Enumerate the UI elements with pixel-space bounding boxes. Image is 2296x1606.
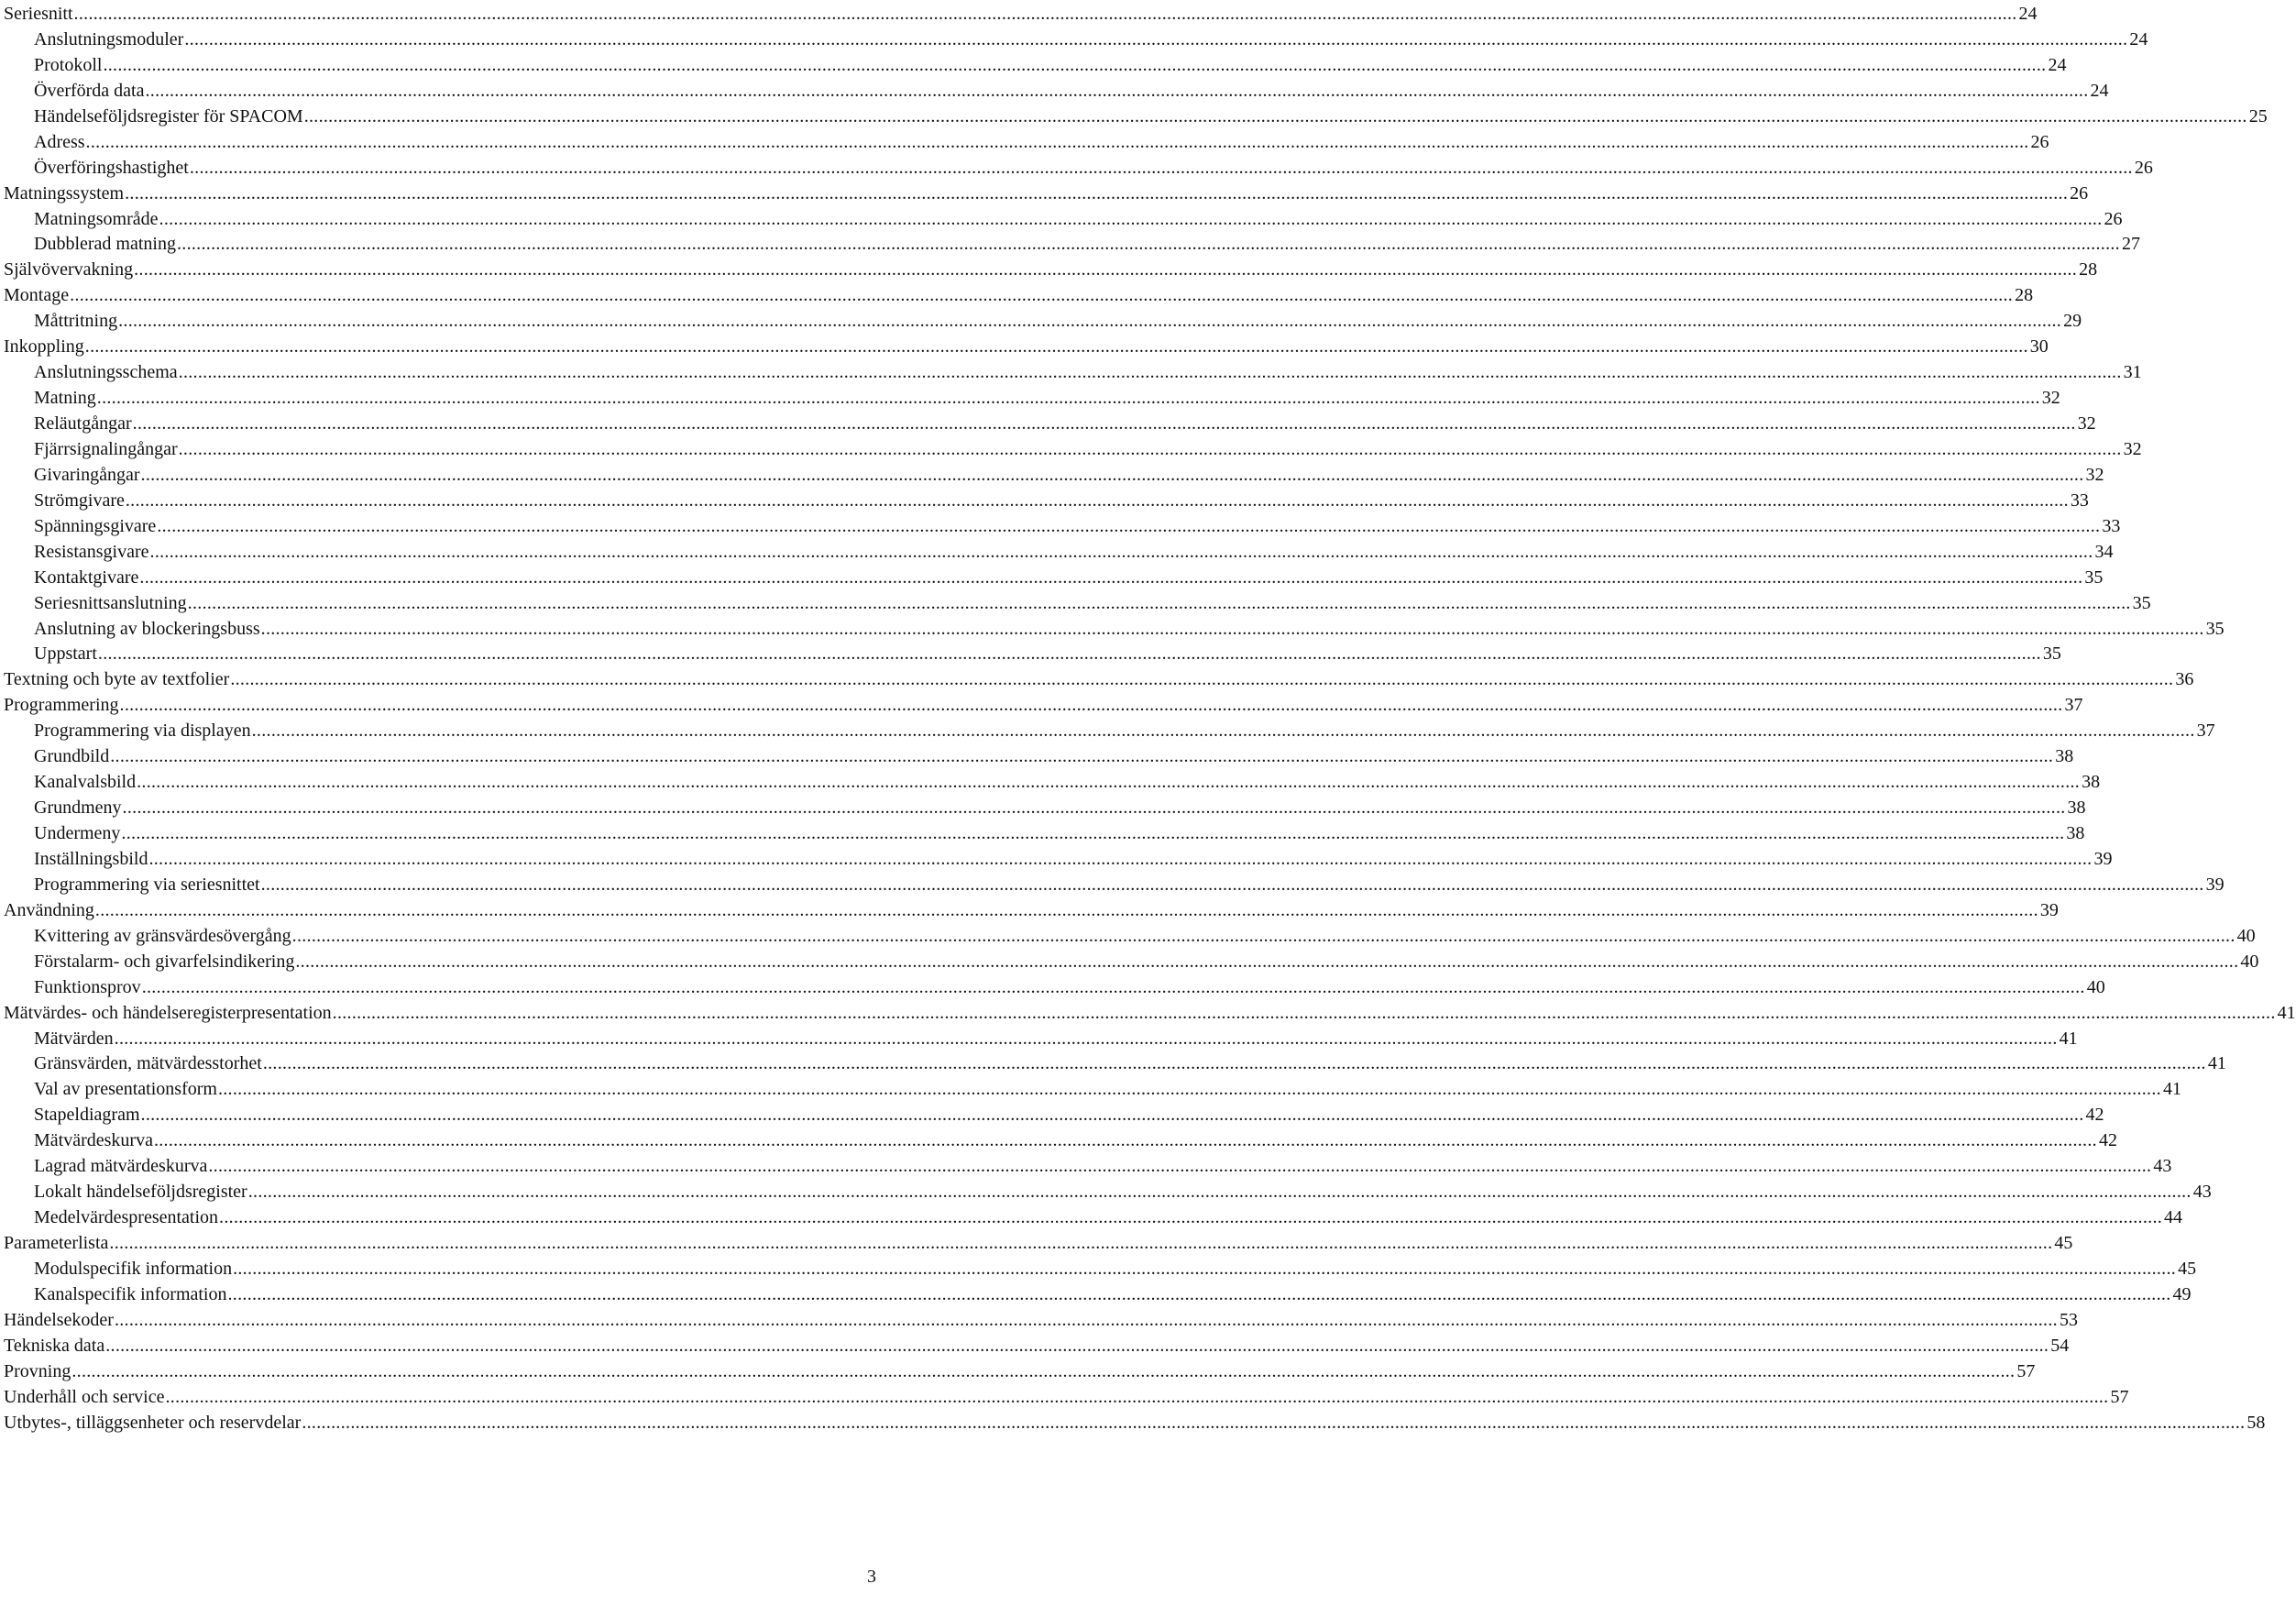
- toc-dot-leader: ................................................................................................................................................................................................................................................................................................................................................................................................................: [105, 1335, 2049, 1356]
- toc-entry-page: 24: [2048, 54, 2067, 75]
- toc-entry-page: 38: [2067, 798, 2086, 819]
- toc-dot-leader: ................................................................................................................................................................................................................................................................................................................................................................................................................: [165, 1386, 2109, 1407]
- toc-entry-title: Underhåll och service: [4, 1386, 165, 1407]
- toc-entry-title: Protokoll: [34, 54, 103, 75]
- toc-dot-leader: ................................................................................................................................................................................................................................................................................................................................................................................................................: [176, 234, 2120, 255]
- toc-entry: [4, 950, 2259, 975]
- toc-entry-page: 54: [2050, 1335, 2070, 1356]
- toc-dot-leader: ................................................................................................................................................................................................................................................................................................................................................................................................................: [114, 1309, 2058, 1330]
- toc-entry: [4, 693, 2083, 719]
- toc-entry-page: 43: [2153, 1156, 2172, 1177]
- toc-entry: [4, 1027, 2078, 1052]
- toc-entry-page: 24: [2129, 28, 2148, 50]
- toc-dot-leader: ................................................................................................................................................................................................................................................................................................................................................................................................................: [291, 925, 2236, 946]
- toc-entry-page: 25: [2248, 105, 2268, 126]
- toc-entry-page: 31: [2123, 362, 2142, 383]
- toc-entry: [4, 1103, 2104, 1128]
- toc-entry-page: 41: [2207, 1053, 2226, 1074]
- toc-entry: [4, 360, 2142, 386]
- toc-entry-page: 30: [2029, 336, 2049, 358]
- toc-entry: [4, 667, 2194, 693]
- toc-dot-leader: ................................................................................................................................................................................................................................................................................................................................................................................................................: [219, 1207, 2163, 1228]
- toc-entry: [4, 540, 2114, 566]
- toc-dot-leader: ................................................................................................................................................................................................................................................................................................................................................................................................................: [125, 182, 2069, 204]
- toc-entry: [4, 1077, 2181, 1103]
- toc-entry-title: Matning: [34, 388, 96, 409]
- toc-dot-leader: ................................................................................................................................................................................................................................................................................................................................................................................................................: [149, 541, 2093, 562]
- toc-entry-title: Lokalt händelseföljdsregister: [34, 1182, 247, 1203]
- toc-dot-leader: ................................................................................................................................................................................................................................................................................................................................................................................................................: [178, 438, 2122, 459]
- toc-dot-leader: ................................................................................................................................................................................................................................................................................................................................................................................................................: [132, 413, 2076, 434]
- toc-dot-leader: ................................................................................................................................................................................................................................................................................................................................................................................................................: [84, 336, 2028, 358]
- toc-entry-title: Programmering: [4, 695, 119, 716]
- toc-entry: [4, 1001, 2296, 1027]
- toc-entry-title: Dubblerad matning: [34, 234, 176, 255]
- toc-entry: [4, 79, 2109, 104]
- toc-dot-leader: ................................................................................................................................................................................................................................................................................................................................................................................................................: [137, 772, 2081, 793]
- toc-entry-title: Parameterlista: [4, 1233, 109, 1253]
- toc-entry-page: 43: [2192, 1182, 2212, 1203]
- toc-entry: [4, 463, 2104, 489]
- toc-entry-page: 45: [2054, 1233, 2073, 1253]
- toc-entry: [4, 1308, 2078, 1334]
- toc-entry-page: 41: [2059, 1028, 2078, 1049]
- toc-dot-leader: ................................................................................................................................................................................................................................................................................................................................................................................................................: [208, 1156, 2152, 1177]
- toc-entry: [4, 591, 2151, 617]
- toc-entry: [4, 207, 2123, 233]
- toc-entry: [4, 1231, 2073, 1257]
- toc-entry-page: 39: [2205, 874, 2225, 895]
- toc-entry: [4, 1257, 2197, 1282]
- toc-entry-title: Grundmeny: [34, 798, 122, 819]
- toc-entry: [4, 1282, 2192, 1308]
- toc-dot-leader: ................................................................................................................................................................................................................................................................................................................................................................................................................: [145, 80, 2089, 101]
- toc-entry-page: 32: [2041, 388, 2060, 409]
- toc-dot-leader: ................................................................................................................................................................................................................................................................................................................................................................................................................: [125, 490, 2069, 511]
- toc-entry-title: Mätvärden: [34, 1028, 114, 1049]
- toc-entry-page: 58: [2247, 1412, 2266, 1433]
- toc-dot-leader: ................................................................................................................................................................................................................................................................................................................................................................................................................: [157, 515, 2101, 536]
- toc-entry-title: Montage: [4, 285, 70, 306]
- toc-entry: [4, 412, 2096, 437]
- toc-entry-title: Överförda data: [34, 80, 145, 101]
- toc-entry-page: 53: [2059, 1309, 2078, 1330]
- toc-entry-title: Fjärrsignalingångar: [34, 438, 178, 459]
- toc-entry-page: 40: [2240, 951, 2259, 972]
- toc-entry: [4, 232, 2140, 258]
- toc-entry: [4, 744, 2074, 770]
- toc-entry-title: Seriesnittsanslutning: [34, 592, 187, 613]
- toc-entry: [4, 873, 2225, 898]
- toc-entry-title: Händelseföljdsregister för SPACOM: [34, 105, 303, 126]
- toc-entry-page: 26: [2134, 157, 2153, 178]
- toc-entry-page: 57: [2110, 1386, 2129, 1407]
- toc-entry-title: Val av presentationsform: [34, 1079, 217, 1100]
- toc-entry-page: 33: [2102, 515, 2121, 536]
- toc-entry-page: 42: [2085, 1105, 2104, 1126]
- toc-entry: [4, 1385, 2129, 1411]
- toc-entry: [4, 796, 2086, 821]
- toc-entry-page: 37: [2196, 720, 2215, 742]
- toc-dot-leader: ................................................................................................................................................................................................................................................................................................................................................................................................................: [140, 1105, 2084, 1126]
- toc-entry-page: 41: [2162, 1079, 2181, 1100]
- toc-entry-page: 32: [2077, 413, 2096, 434]
- toc-entry-page: 41: [2277, 1002, 2296, 1023]
- toc-entry: [4, 924, 2256, 950]
- toc-entry-title: Mätvärdes- och händelseregisterpresentation: [4, 1002, 332, 1023]
- toc-entry-title: Givaringångar: [34, 464, 140, 485]
- toc-entry: [4, 1154, 2172, 1180]
- toc-entry: [4, 1334, 2070, 1359]
- toc-entry: [4, 182, 2089, 207]
- toc-entry: [4, 514, 2121, 540]
- toc-entry: [4, 1411, 2266, 1436]
- toc-entry-page: 27: [2121, 234, 2140, 255]
- toc-entry-title: Inställningsbild: [34, 848, 148, 869]
- toc-entry: [4, 104, 2268, 130]
- toc-entry: [4, 335, 2049, 360]
- toc-dot-leader: ................................................................................................................................................................................................................................................................................................................................................................................................................: [71, 1360, 2016, 1381]
- toc-entry-title: Funktionsprov: [34, 976, 141, 997]
- toc-entry-title: Måttritning: [34, 311, 118, 332]
- toc-entry-page: 40: [2086, 976, 2105, 997]
- toc-entry-title: Programmering via displayen: [34, 720, 251, 742]
- toc-dot-leader: ................................................................................................................................................................................................................................................................................................................................................................................................................: [96, 388, 2040, 409]
- toc-entry-page: 28: [2015, 285, 2034, 306]
- toc-entry: [4, 489, 2089, 514]
- toc-dot-leader: ................................................................................................................................................................................................................................................................................................................................................................................................................: [85, 131, 2029, 152]
- toc-entry-page: 24: [2090, 80, 2109, 101]
- page-number: 3: [867, 1567, 876, 1587]
- toc-entry: [4, 28, 2148, 53]
- toc-entry-title: Utbytes-, tilläggsenheter och reservdelar: [4, 1412, 302, 1433]
- toc-dot-leader: ................................................................................................................................................................................................................................................................................................................................................................................................................: [70, 285, 2014, 306]
- toc-entry: [4, 309, 2082, 335]
- toc-entry-title: Självövervakning: [4, 259, 134, 280]
- toc-dot-leader: ................................................................................................................................................................................................................................................................................................................................................................................................................: [260, 874, 2204, 895]
- toc-entry: [4, 1128, 2117, 1154]
- toc-entry-page: 39: [2093, 848, 2113, 869]
- toc-entry-page: 36: [2175, 669, 2194, 690]
- toc-entry-title: Matningssystem: [4, 182, 125, 204]
- toc-dot-leader: ................................................................................................................................................................................................................................................................................................................................................................................................................: [233, 1258, 2177, 1279]
- toc-entry: [4, 53, 2067, 79]
- toc-entry-title: Överföringshastighet: [34, 157, 189, 178]
- toc-entry: [4, 642, 2061, 667]
- toc-entry-title: Seriesnitt: [4, 4, 73, 24]
- toc-entry-page: 26: [2030, 131, 2049, 152]
- toc-entry-title: Kanalvalsbild: [34, 772, 137, 793]
- toc-entry: [4, 258, 2098, 283]
- toc-entry: [4, 386, 2060, 412]
- toc-entry-title: Textning och byte av textfolier: [4, 669, 230, 690]
- toc-dot-leader: ................................................................................................................................................................................................................................................................................................................................................................................................................: [139, 566, 2083, 588]
- toc-dot-leader: ................................................................................................................................................................................................................................................................................................................................................................................................................: [178, 362, 2122, 383]
- toc-entry-page: 57: [2016, 1360, 2036, 1381]
- toc-dot-leader: ................................................................................................................................................................................................................................................................................................................................................................................................................: [109, 1233, 2053, 1253]
- toc-dot-leader: ................................................................................................................................................................................................................................................................................................................................................................................................................: [247, 1182, 2192, 1203]
- toc-entry: [4, 566, 2104, 591]
- toc-entry-title: Mätvärdeskurva: [34, 1130, 153, 1151]
- toc-entry-title: Modulspecifik information: [34, 1258, 233, 1279]
- toc-entry-page: 35: [2084, 566, 2104, 588]
- toc-dot-leader: ................................................................................................................................................................................................................................................................................................................................................................................................................: [122, 798, 2066, 819]
- toc-entry: [4, 2, 2038, 28]
- toc-entry-page: 35: [2132, 592, 2151, 613]
- toc-entry: [4, 847, 2113, 873]
- toc-entry-page: 28: [2079, 259, 2098, 280]
- toc-dot-leader: ................................................................................................................................................................................................................................................................................................................................................................................................................: [227, 1283, 2171, 1304]
- toc-entry-page: 32: [2085, 464, 2104, 485]
- toc-dot-leader: ................................................................................................................................................................................................................................................................................................................................................................................................................: [119, 695, 2063, 716]
- toc-dot-leader: ................................................................................................................................................................................................................................................................................................................................................................................................................: [103, 54, 2047, 75]
- toc-entry-title: Medelvärdespresentation: [34, 1207, 219, 1228]
- toc-entry-title: Anslutningsmoduler: [34, 28, 184, 50]
- toc-entry: [4, 1205, 2183, 1231]
- toc-entry-page: 35: [2205, 618, 2225, 639]
- toc-entry: [4, 975, 2105, 1001]
- toc-dot-leader: ................................................................................................................................................................................................................................................................................................................................................................................................................: [184, 28, 2128, 50]
- toc-entry-page: 38: [2082, 772, 2101, 793]
- toc-entry: [4, 1180, 2212, 1205]
- toc-entry-title: Spänningsgivare: [34, 515, 157, 536]
- toc-dot-leader: ................................................................................................................................................................................................................................................................................................................................................................................................................: [217, 1079, 2161, 1100]
- toc-entry: [4, 437, 2142, 463]
- toc-dot-leader: ................................................................................................................................................................................................................................................................................................................................................................................................................: [148, 848, 2093, 869]
- toc-dot-leader: ................................................................................................................................................................................................................................................................................................................................................................................................................: [189, 157, 2133, 178]
- toc-entry-page: 32: [2123, 438, 2142, 459]
- toc-dot-leader: ................................................................................................................................................................................................................................................................................................................................................................................................................: [134, 259, 2078, 280]
- toc-entry-page: 24: [2018, 4, 2038, 24]
- toc-entry-title: Användning: [4, 899, 94, 920]
- toc-dot-leader: ................................................................................................................................................................................................................................................................................................................................................................................................................: [187, 592, 2131, 613]
- toc-dot-leader: ................................................................................................................................................................................................................................................................................................................................................................................................................: [159, 208, 2103, 229]
- toc-entry-title: Förstalarm- och givarfelsindikering: [34, 951, 295, 972]
- toc-entry-page: 42: [2098, 1130, 2117, 1151]
- toc-dot-leader: ................................................................................................................................................................................................................................................................................................................................................................................................................: [230, 669, 2174, 690]
- toc-dot-leader: ................................................................................................................................................................................................................................................................................................................................................................................................................: [295, 951, 2239, 972]
- toc-entry: [4, 719, 2215, 744]
- toc-entry: [4, 1359, 2036, 1385]
- toc-entry-page: 26: [2070, 182, 2089, 204]
- toc-entry: [4, 283, 2034, 309]
- toc-entry-page: 38: [2066, 823, 2085, 843]
- toc-dot-leader: ................................................................................................................................................................................................................................................................................................................................................................................................................: [121, 823, 2065, 843]
- toc-dot-leader: ................................................................................................................................................................................................................................................................................................................................................................................................................: [140, 464, 2084, 485]
- toc-entry: [4, 130, 2049, 156]
- toc-entry-title: Inkoppling: [4, 336, 84, 358]
- toc-entry-page: 44: [2164, 1207, 2183, 1228]
- toc-entry-title: Lagrad mätvärdeskurva: [34, 1156, 208, 1177]
- toc-entry: [4, 770, 2101, 796]
- toc-entry-title: Undermeny: [34, 823, 121, 843]
- toc-entry-page: 39: [2039, 899, 2059, 920]
- toc-dot-leader: ................................................................................................................................................................................................................................................................................................................................................................................................................: [114, 1028, 2058, 1049]
- toc-entry-title: Resistansgivare: [34, 541, 149, 562]
- toc-entry-title: Programmering via seriesnittet: [34, 874, 260, 895]
- table-of-contents: [4, 2, 2296, 1436]
- toc-entry-page: 37: [2064, 695, 2083, 716]
- toc-entry-title: Reläutgångar: [34, 413, 132, 434]
- toc-dot-leader: ................................................................................................................................................................................................................................................................................................................................................................................................................: [97, 644, 2041, 665]
- toc-entry-title: Kontaktgivare: [34, 566, 139, 588]
- toc-entry-title: Provning: [4, 1360, 71, 1381]
- toc-entry-title: Matningsområde: [34, 208, 159, 229]
- toc-entry-title: Kvittering av gränsvärdesövergång: [34, 925, 291, 946]
- toc-entry-title: Uppstart: [34, 644, 97, 665]
- toc-entry-page: 38: [2055, 746, 2074, 767]
- toc-entry-title: Gränsvärden, mätvärdesstorhet: [34, 1053, 262, 1074]
- toc-entry-page: 33: [2070, 490, 2089, 511]
- toc-dot-leader: ................................................................................................................................................................................................................................................................................................................................................................................................................: [73, 4, 2017, 24]
- toc-entry-title: Stapeldiagram: [34, 1105, 140, 1126]
- toc-dot-leader: ................................................................................................................................................................................................................................................................................................................................................................................................................: [251, 720, 2195, 742]
- toc-entry-page: 45: [2178, 1258, 2197, 1279]
- toc-dot-leader: ................................................................................................................................................................................................................................................................................................................................................................................................................: [141, 976, 2085, 997]
- toc-entry-title: Adress: [34, 131, 85, 152]
- toc-entry-title: Kanalspecifik information: [34, 1283, 227, 1304]
- toc-dot-leader: ................................................................................................................................................................................................................................................................................................................................................................................................................: [118, 311, 2062, 332]
- toc-dot-leader: ................................................................................................................................................................................................................................................................................................................................................................................................................: [303, 105, 2247, 126]
- toc-entry-page: 40: [2236, 925, 2256, 946]
- toc-entry: [4, 156, 2153, 182]
- toc-dot-leader: ................................................................................................................................................................................................................................................................................................................................................................................................................: [153, 1130, 2097, 1151]
- toc-entry-page: 35: [2042, 644, 2061, 665]
- toc-entry-title: Anslutning av blockeringsbuss: [34, 618, 260, 639]
- toc-entry-title: Anslutningsschema: [34, 362, 178, 383]
- toc-entry: [4, 821, 2085, 847]
- toc-entry-page: 26: [2104, 208, 2123, 229]
- toc-entry: [4, 617, 2225, 643]
- toc-dot-leader: ................................................................................................................................................................................................................................................................................................................................................................................................................: [110, 746, 2054, 767]
- toc-entry-title: Händelsekoder: [4, 1309, 114, 1330]
- toc-entry: [4, 1051, 2226, 1077]
- toc-entry-title: Tekniska data: [4, 1335, 105, 1356]
- toc-entry-title: Grundbild: [34, 746, 110, 767]
- toc-entry-title: Strömgivare: [34, 490, 125, 511]
- toc-entry-page: 29: [2063, 311, 2082, 332]
- toc-entry-page: 34: [2094, 541, 2114, 562]
- toc-entry: [4, 898, 2059, 924]
- toc-dot-leader: ................................................................................................................................................................................................................................................................................................................................................................................................................: [332, 1002, 2276, 1023]
- toc-entry-page: 49: [2172, 1283, 2192, 1304]
- toc-dot-leader: ................................................................................................................................................................................................................................................................................................................................................................................................................: [302, 1412, 2246, 1433]
- toc-dot-leader: ................................................................................................................................................................................................................................................................................................................................................................................................................: [262, 1053, 2206, 1074]
- toc-dot-leader: ................................................................................................................................................................................................................................................................................................................................................................................................................: [94, 899, 2038, 920]
- toc-dot-leader: ................................................................................................................................................................................................................................................................................................................................................................................................................: [260, 618, 2204, 639]
